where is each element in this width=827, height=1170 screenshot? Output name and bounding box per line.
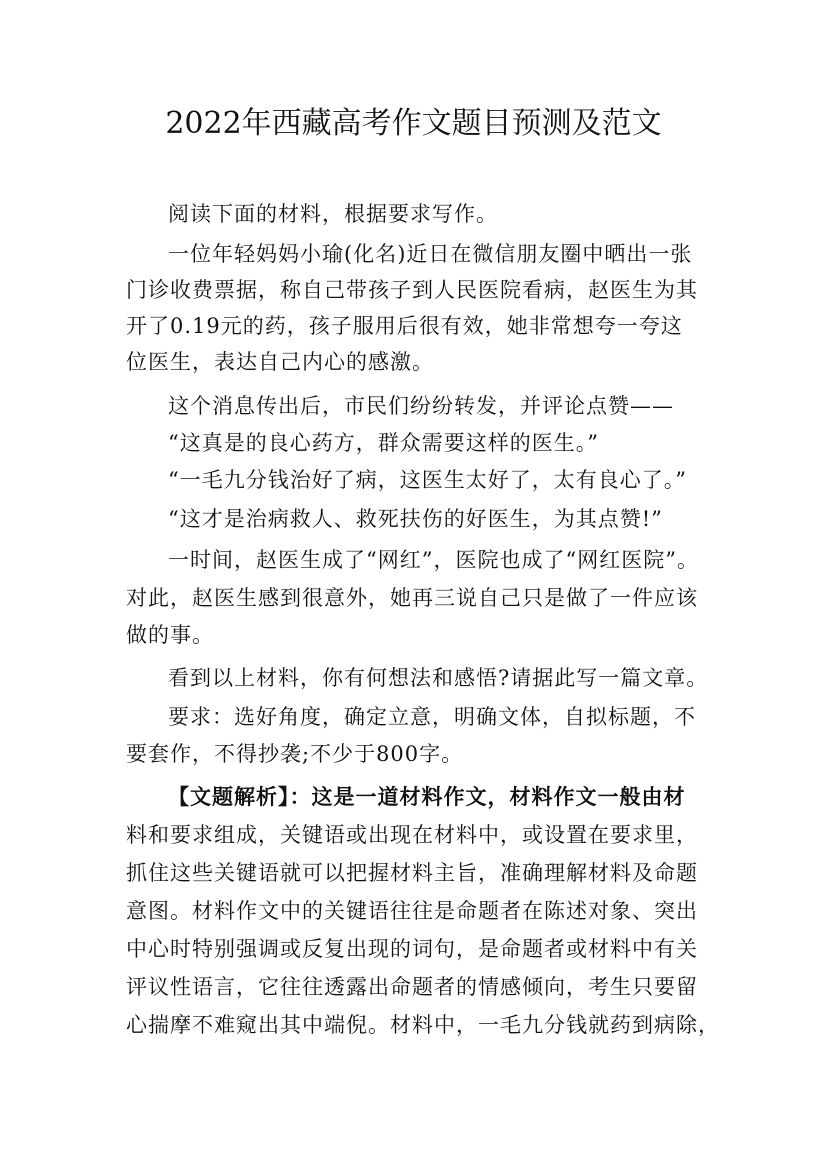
paragraph-line: 意图。材料作文中的关键语往往是命题者在陈述对象、突出 — [126, 899, 698, 923]
paragraph-line: 对此，赵医生感到很意外，她再三说自己只是做了一件应该 — [126, 586, 698, 610]
paragraph-line: 抓住这些关键语就可以把握材料主旨，准确理解材料及命题 — [126, 861, 698, 885]
paragraph-line: 料和要求组成，关键语或出现在材料中，或设置在要求里， — [126, 823, 698, 847]
paragraph-line: 中心时特别强调或反复出现的词句，是命题者或材料中有关 — [126, 937, 698, 961]
paragraph-line: 一时间，赵医生成了“网红”，医院也成了“网红医院”。 — [168, 548, 699, 572]
paragraph-line: 要求：选好角度，确定立意，明确文体，自拟标题，不 — [168, 705, 696, 729]
paragraph-line: 位医生，表达自己内心的感激。 — [126, 350, 434, 374]
paragraph-line: “一毛九分钱治好了病，这医生太好了，太有良心了。” — [168, 468, 687, 492]
paragraph-line: 一位年轻妈妈小瑜(化名)近日在微信朋友圈中晒出一张 — [168, 242, 693, 266]
paragraph-line: 心揣摩不难窥出其中端倪。材料中，一毛九分钱就药到病除， — [126, 1013, 720, 1037]
document-title: 2022年西藏高考作文题目预测及范文 — [165, 106, 662, 141]
paragraph-line: 要套作，不得抄袭;不少于800字。 — [126, 742, 464, 766]
paragraph-line: 阅读下面的材料，根据要求写作。 — [168, 202, 498, 226]
paragraph-line: 开了0.19元的药，孩子服用后很有效，她非常想夸一夸这 — [126, 314, 683, 338]
paragraph-line: 看到以上材料，你有何想法和感悟?请据此写一篇文章。 — [168, 666, 709, 690]
paragraph-line: 评议性语言，它往往透露出命题者的情感倾向，考生只要留 — [126, 975, 698, 999]
paragraph-line: 【文题解析】：这是一道材料作文，材料作文一般由材 — [168, 784, 686, 809]
paragraph-line: 做的事。 — [126, 623, 214, 647]
paragraph-line: “这真是的良心药方，群众需要这样的医生。” — [168, 431, 599, 455]
paragraph-line: “这才是治病救人、救死扶伤的好医生，为其点赞!” — [168, 507, 663, 531]
paragraph-line: 这个消息传出后，市民们纷纷转发，并评论点赞—— — [168, 394, 674, 418]
paragraph-line: 门诊收费票据，称自己带孩子到人民医院看病，赵医生为其 — [126, 278, 698, 302]
